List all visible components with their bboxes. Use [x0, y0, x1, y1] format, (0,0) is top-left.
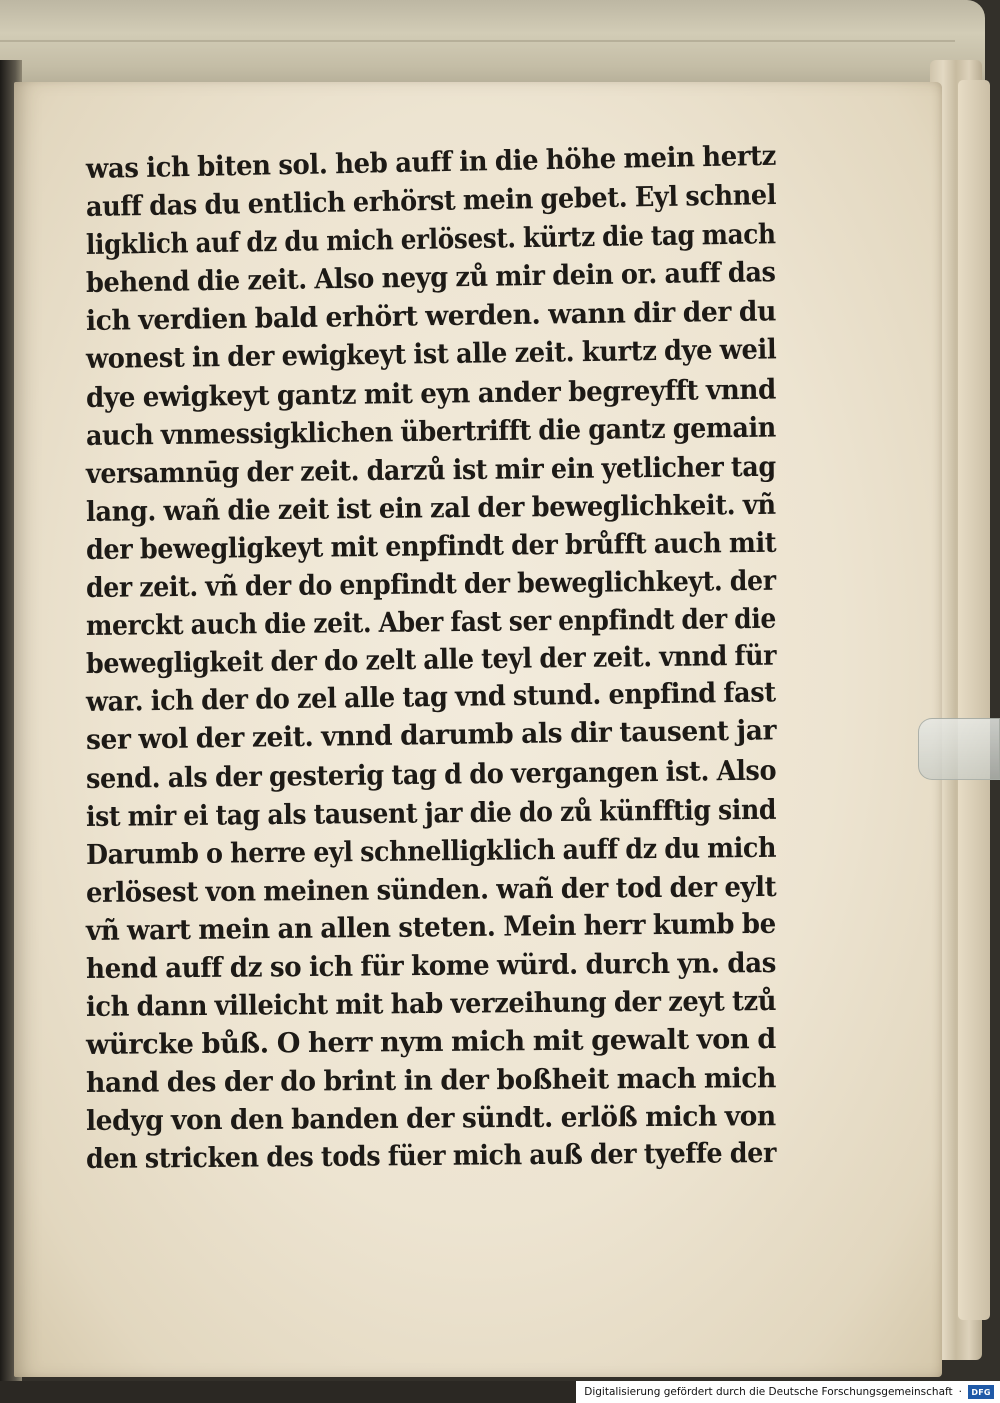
text-line: behend die zeit. Also neyg zů mir dein or. auff das [85, 256, 776, 300]
text-line: den stricken des tods füer mich auß der tyeffe der [85, 1137, 777, 1176]
text-line: versamnūg der zeit. darzů ist mir ein yetlicher tag [85, 450, 776, 490]
text-line: lang. wañ die zeit ist ein zal der beweglichkeit. vñ [85, 488, 776, 528]
dfg-credit: Digitalisierung gefördert durch die Deutsche Forschungsgemeinschaft [584, 1386, 953, 1398]
text-line: erlösest von meinen sünden. wañ der tod der eylt [85, 870, 777, 909]
text-line: was ich biten sol. heb auff in die höhe mein hertz [85, 139, 777, 185]
text-line: dye ewigkeyt gantz mit eyn ander begreyfft vnnd [85, 373, 777, 414]
text-line: hend auff dz so ich für kome würd. durch yn. das [85, 946, 777, 985]
dfg-logo: DFG [968, 1385, 994, 1399]
text-line: ist mir ei tag als tausent jar die do zů künfftig sind [85, 793, 777, 833]
text-line: hand des der do brint in der boßheit mach mich [85, 1062, 777, 1100]
book-top-edge [0, 0, 985, 95]
text-line: merckt auch die zeit. Aber fast ser enpfindt der die [85, 602, 777, 643]
text-line: Darumb o herre eyl schnelligklich auff dz du mich [85, 831, 777, 871]
text-line: ich dann villeicht mit hab verzeihung der zeyt tzů [85, 985, 777, 1024]
text-line: ich verdien bald erhört werden. wann dir der du [85, 295, 777, 338]
text-line: send. als der gesterig tag d do vergangen ist. Also [85, 754, 777, 795]
text-line: ser wol der zeit. vnnd darumb als dir tausent jar [85, 714, 777, 757]
text-line: ligklich auf dz du mich erlösest. kürtz die tag mach [85, 218, 776, 262]
text-line: der zeit. vñ der do enpfindt der beweglichkeyt. der [85, 564, 776, 605]
text-line: ledyg von den banden der sündt. erlöß mich von [85, 1100, 776, 1138]
page-clip [918, 718, 1000, 780]
footer-separator: · [958, 1386, 962, 1398]
text-line: wonest in der ewigkeyt ist alle zeit. kurtz dye weil [85, 333, 777, 376]
text-line: bewegligkeit der do zelt alle teyl der zeit. vnnd für [85, 639, 777, 681]
text-line: war. ich der do zel alle tag vnd stund. enpfind fast [85, 676, 776, 719]
dfg-footer [576, 1381, 1000, 1403]
text-line: würcke bůß. O herr nym mich mit gewalt von d [85, 1023, 776, 1062]
text-line: auff das du entlich erhörst mein gebet. Eyl schnel [85, 179, 777, 224]
text-line: auch vnmessigklichen übertrifft die gantz gemain [85, 411, 777, 452]
page-text [85, 139, 786, 1179]
text-line: der bewegligkeyt mit enpfindt der brůfft auch mit [85, 526, 777, 566]
page-stack-edge-outer [958, 80, 990, 1320]
text-line: vñ wart mein an allen steten. Mein herr kumb be [85, 907, 776, 947]
